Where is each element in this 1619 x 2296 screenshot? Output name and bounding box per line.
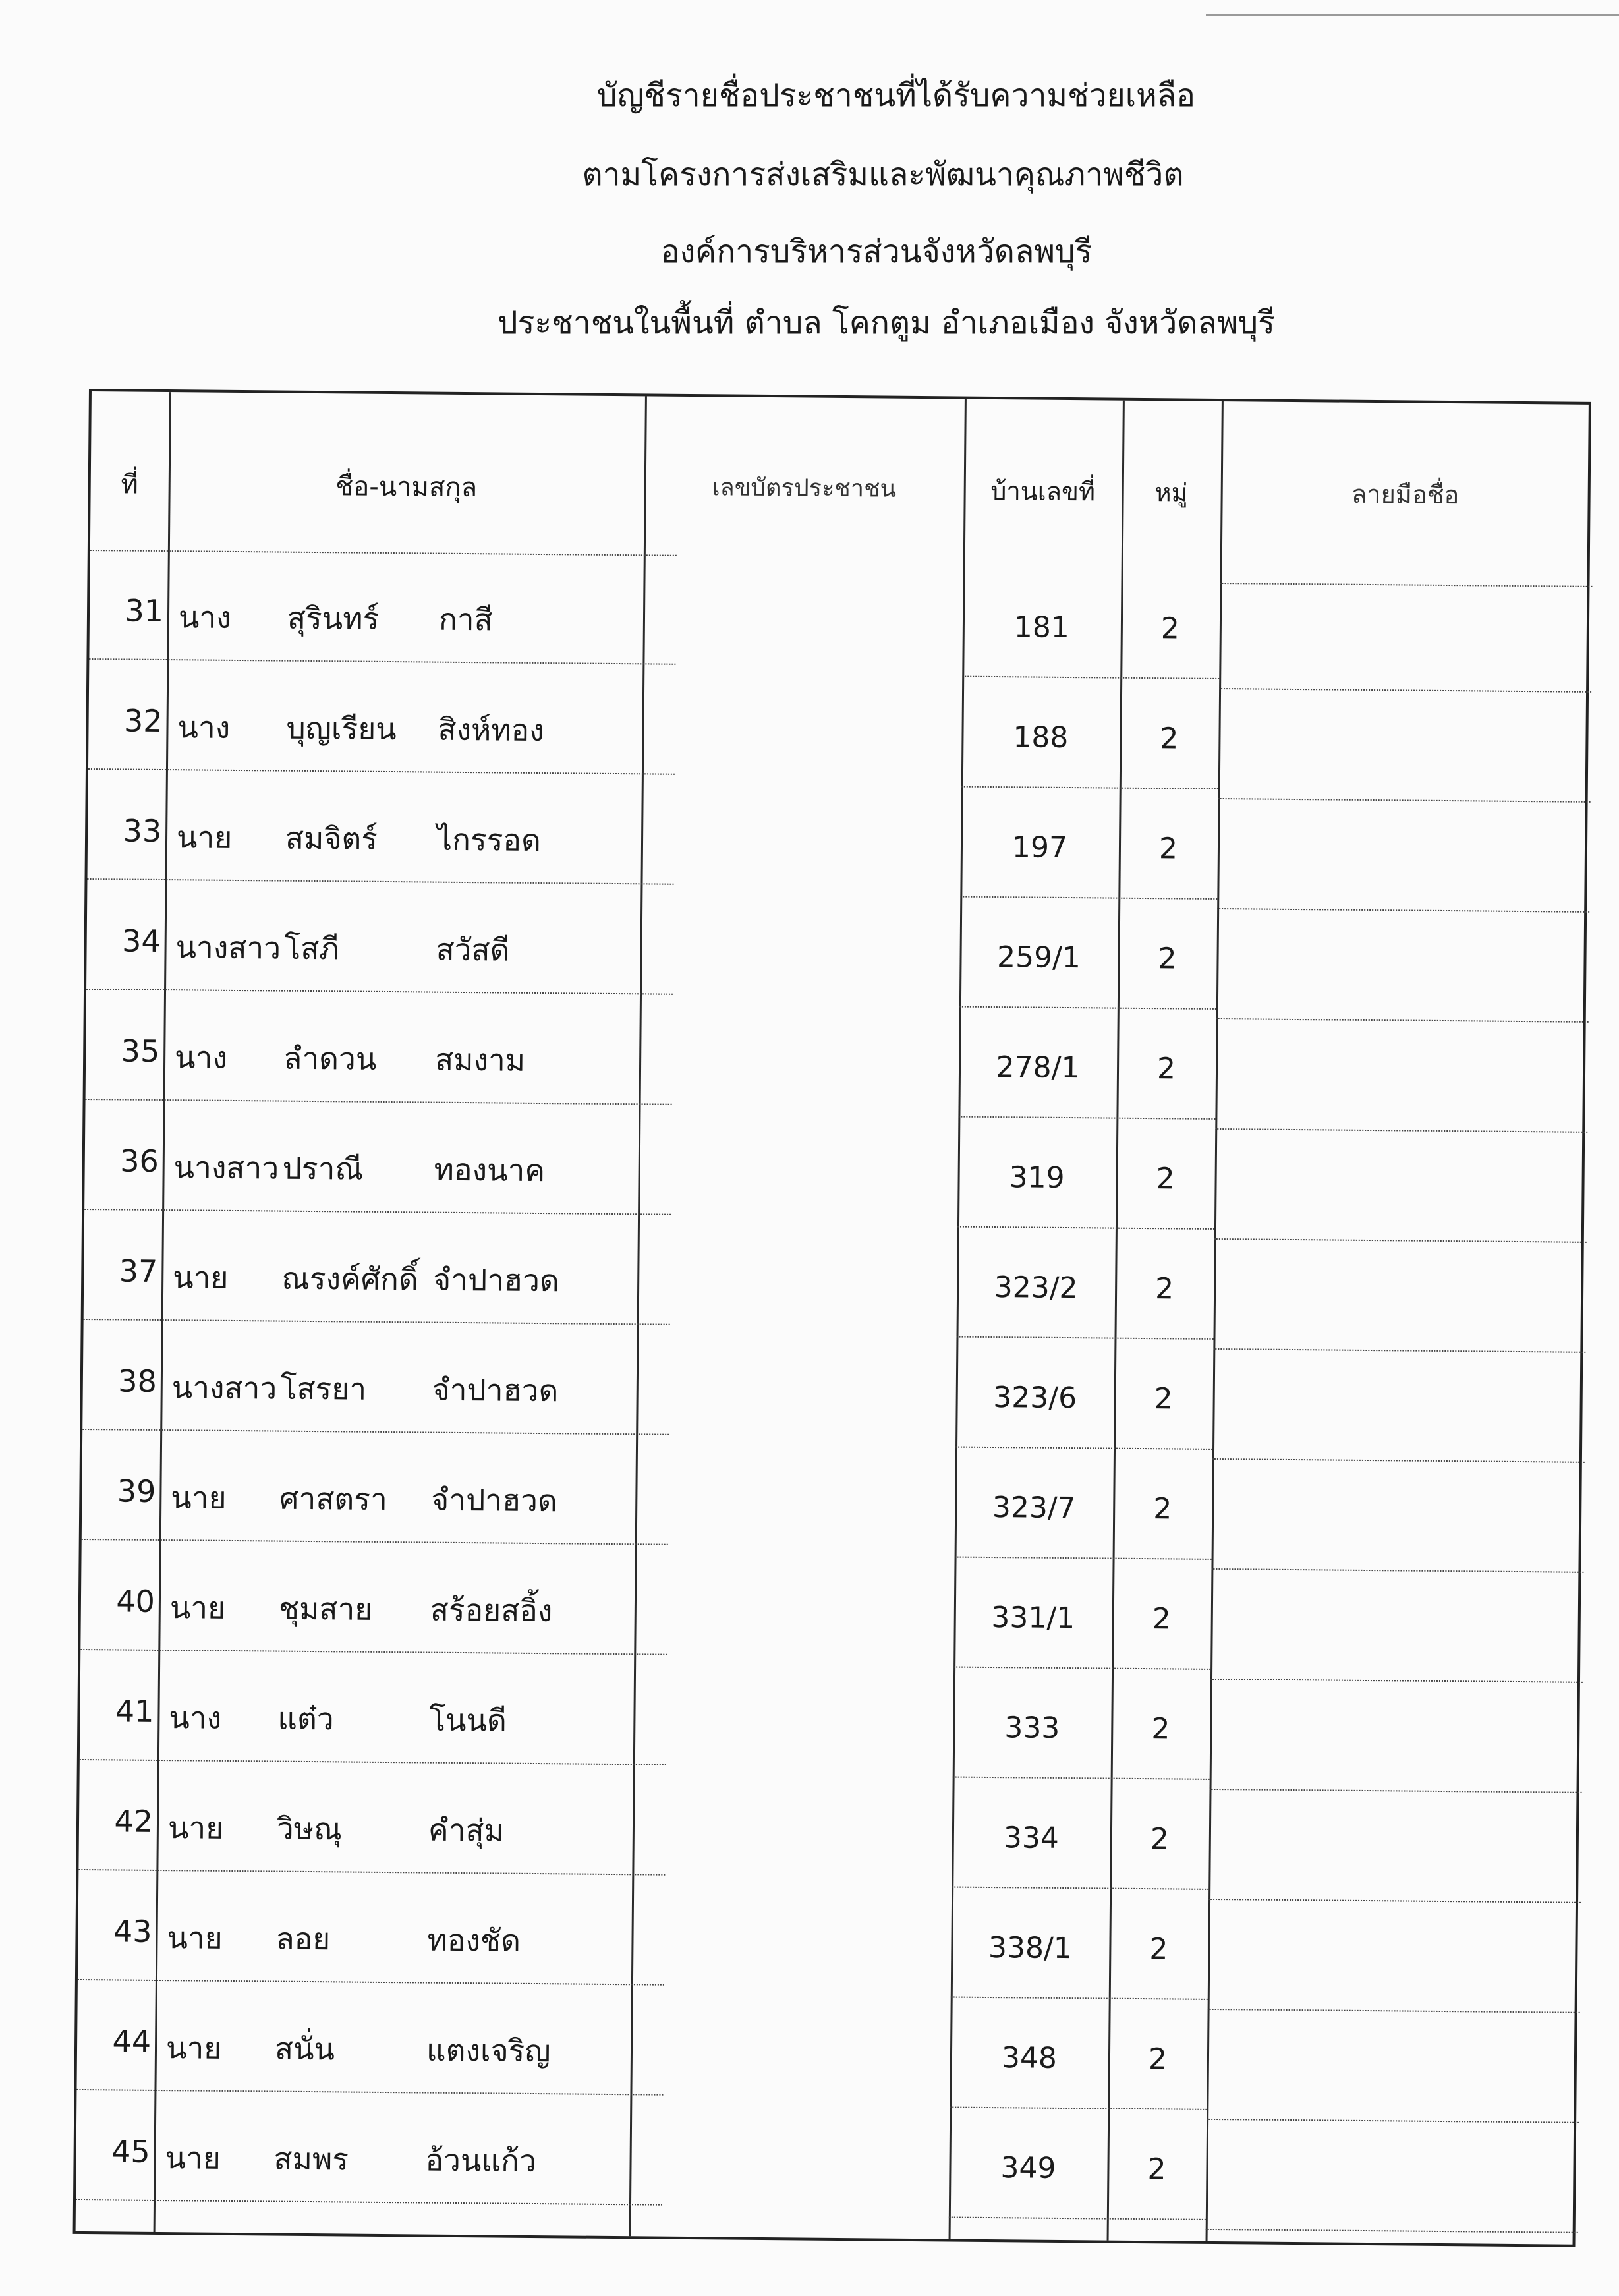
header-house-number: บ้านเลขที่ [990,476,1096,507]
header-no: ที่ [121,469,139,500]
house-number: 349 [1000,2151,1056,2185]
moo-number: 2 [1156,1052,1176,1086]
house-number: 323/2 [994,1271,1078,1306]
name-title: นาง [178,599,231,635]
name-title: นาง [169,1700,222,1736]
moo-number: 2 [1160,722,1179,756]
table-row [78,1874,1581,1997]
table-row [86,993,1589,1116]
table-row [84,1103,1587,1226]
last-name: จำปาฮวด [431,1481,558,1519]
house-number: 333 [1004,1711,1060,1745]
last-name: ไกรรอด [436,821,542,859]
table-row [87,773,1590,896]
last-name: สิงห์ทอง [438,711,545,749]
table-row [88,663,1591,786]
first-name: สนั่น [274,2030,335,2067]
first-name: บุญเรียน [286,710,397,747]
moo-number: 2 [1160,612,1180,646]
top-edge-rule [1206,14,1619,16]
table-row [82,1323,1585,1447]
row-number: 37 [119,1253,158,1289]
moo-number: 2 [1148,2042,1168,2077]
last-name: แตงเจริญ [426,2032,551,2069]
row-number: 31 [125,592,164,629]
name-title: นางสาว [171,1369,277,1406]
house-number: 338/1 [988,1931,1073,1966]
first-name: ลอย [275,1920,331,1957]
moo-number: 2 [1156,1162,1175,1196]
moo-number: 2 [1153,1492,1172,1526]
header-moo: หมู่ [1154,478,1188,507]
table-row [76,2094,1579,2217]
house-number: 319 [1009,1161,1065,1195]
last-name: ทองชัด [427,1922,521,1959]
house-number: 334 [1003,1821,1060,1855]
header-signature: ลายมือชื่อ [1351,479,1460,510]
first-name: สมจิตร์ [285,820,378,857]
header-organization-line: องค์การบริหารส่วนจังหวัดลพบุรี [660,233,1093,270]
house-number: 188 [1013,720,1069,755]
first-name: โสภี [284,930,339,967]
last-name: อ้วนแก้ว [425,2142,537,2179]
name-title: นาย [176,819,233,855]
name-title: นางสาว [173,1149,279,1186]
name-title: นาย [165,2030,222,2066]
moo-number: 2 [1149,1932,1168,1966]
row-number: 44 [112,2023,152,2059]
house-number: 278/1 [996,1050,1080,1085]
table-row [80,1653,1583,1777]
last-name: สมงาม [434,1041,526,1078]
name-title: นาย [165,2140,221,2176]
moo-number: 2 [1158,832,1178,866]
last-name: จำปาฮวด [432,1371,559,1409]
first-name: แต๋ว [277,1700,334,1737]
moo-number: 2 [1151,1712,1170,1746]
name-title: นาย [167,1810,224,1846]
beneficiary-table [73,389,1591,2247]
row-number: 42 [114,1803,154,1839]
first-name: โสรยา [280,1370,367,1407]
last-name: กาสี [438,601,493,638]
first-name: ณรงค์ศักดิ์ [281,1260,419,1298]
first-name: ศาสตรา [279,1480,388,1518]
first-name: สมพร [273,2140,349,2177]
house-number: 323/6 [993,1381,1077,1416]
last-name: คำสุ่ม [428,1812,505,1849]
house-number: 181 [1013,610,1070,645]
name-title: นาย [171,1479,227,1516]
header-title-line: บัญชีรายชื่อประชาชนที่ได้รับความช่วยเหลือ [597,77,1195,114]
table-row [86,883,1589,1006]
moo-number: 2 [1147,2152,1166,2187]
row-number: 39 [117,1473,156,1509]
name-title: นาย [167,1920,223,1956]
row-number: 35 [121,1033,160,1069]
row-separator [949,2216,1206,2220]
moo-number: 2 [1158,942,1177,976]
table-row [82,1433,1585,1557]
last-name: โนนดี [429,1702,507,1738]
row-number: 45 [111,2133,150,2169]
table-row [80,1543,1583,1667]
last-name: สวัสดี [436,931,510,968]
last-name: สร้อยสอิ้ง [430,1592,553,1629]
moo-number: 2 [1154,1382,1173,1416]
header-area-line: ประชาชนในพื้นที่ ตำบล โคกตูม อำเภอเมือง จังหวัดลพบุรี [497,304,1275,341]
header-id-card: เลขบัตรประชาชน [712,474,897,503]
table-row [78,1764,1581,1887]
last-name: จำปาฮวด [432,1261,560,1299]
header-project-line: ตามโครงการส่งเสริมและพัฒนาคุณภาพชีวิต [582,156,1184,193]
name-title: นาย [169,1590,226,1626]
row-separator [76,2199,662,2206]
table-row [84,1213,1587,1336]
first-name: ลำดวน [283,1040,377,1077]
moo-number: 2 [1150,1822,1170,1856]
house-number: 331/1 [991,1601,1075,1636]
first-name: วิษณุ [276,1810,343,1847]
header-name: ชื่อ-นามสกุล [335,471,478,503]
house-number: 323/7 [992,1491,1076,1526]
first-name: ชุมสาย [278,1590,373,1627]
house-number: 197 [1011,830,1068,865]
last-name: ทองนาค [434,1151,546,1189]
row-number: 40 [116,1583,156,1619]
first-name: สุรินทร์ [287,600,380,637]
table-row [89,553,1592,676]
row-number: 33 [123,813,162,849]
house-number: 259/1 [996,940,1081,975]
house-number: 348 [1001,2041,1058,2075]
row-number: 36 [119,1143,159,1179]
moo-number: 2 [1154,1272,1174,1306]
row-number: 34 [121,923,161,959]
name-title: นางสาว [175,929,281,966]
row-number: 41 [115,1693,154,1729]
name-title: นาย [173,1259,229,1296]
row-number: 43 [113,1913,152,1949]
row-number: 32 [123,703,163,739]
table-row [76,1984,1579,2107]
first-name: ปราณี [282,1150,364,1187]
row-number: 38 [118,1363,157,1399]
moo-number: 2 [1152,1602,1171,1636]
name-title: นาง [174,1039,228,1076]
row-separator [1206,2229,1578,2233]
name-title: นาง [177,709,231,745]
